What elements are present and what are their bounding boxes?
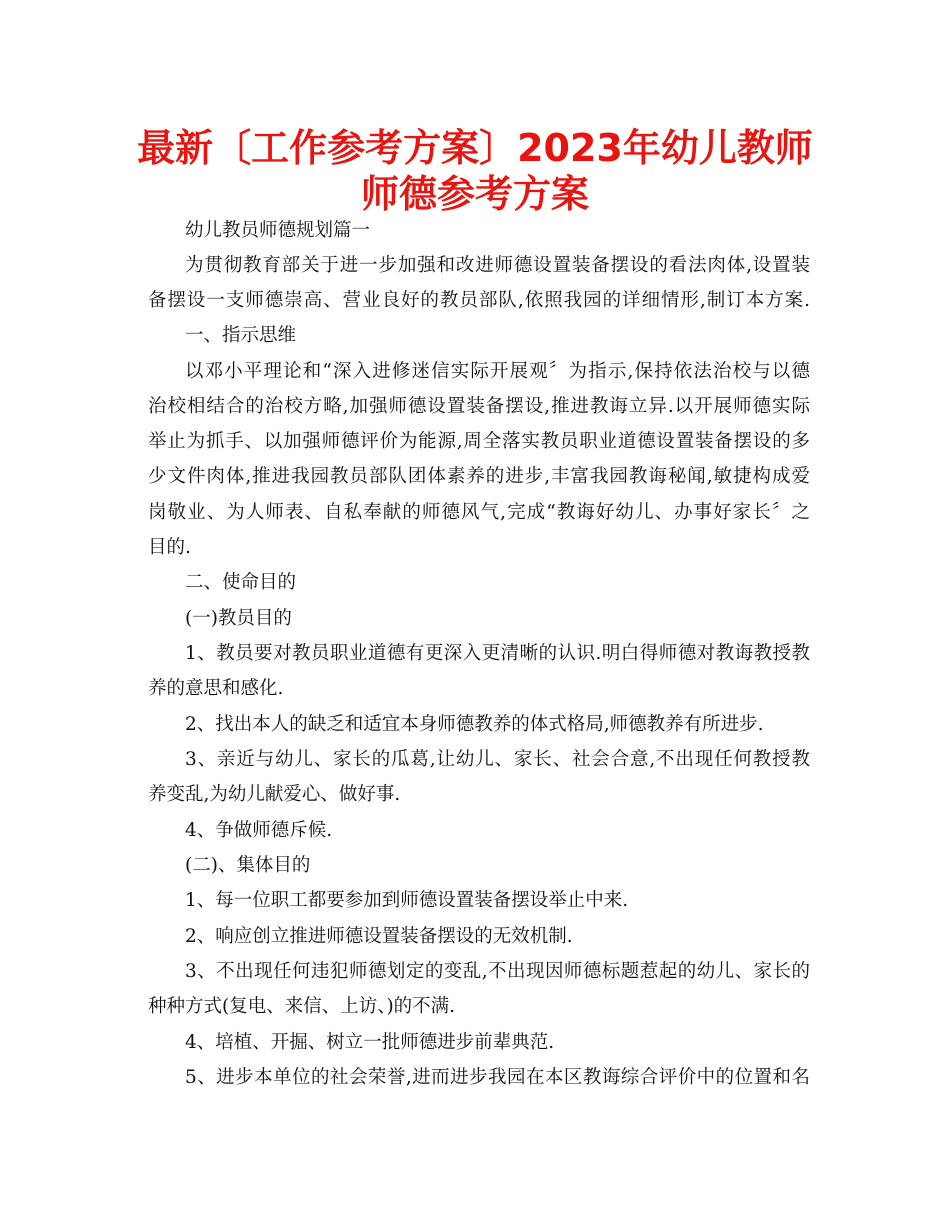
list-item-line: 4、争做师德斥候. [185, 820, 333, 841]
paragraph-line: 岗敬业、为人师表、自私奉献的师德风气,完成“教诲好幼儿、办事好家长〞之 [148, 502, 810, 523]
paragraph-line: 以邓小平理论和“深入进修迷信实际开展观〞为指示,保持依法治校与以德 [185, 361, 810, 382]
section-heading: 一、指示思维 [185, 325, 297, 346]
section-heading: 幼儿教员师德规划篇一 [185, 220, 371, 241]
paragraph-line: 治校相结合的治校方略,加强师德设置装备摆设,推进教诲立异.以开展师德实际 [148, 396, 810, 417]
list-item-line: 养的意思和感化. [148, 678, 284, 699]
paragraph-line: 备摆设一支师德崇高、营业良好的教员部队,依照我园的详细情形,制订本方案. [148, 290, 810, 311]
list-item-line: 养变乱,为幼儿献爱心、做好事. [148, 784, 401, 805]
list-item-line: 3、不出现任何违犯师德划定的变乱,不出现因师德标题惹起的幼儿、家长的 [185, 961, 810, 982]
document-title-line-2: 师德参考方案 [360, 172, 589, 216]
subsection-heading: (一)教员目的 [185, 608, 292, 629]
list-item-line: 种种方式(复电、来信、上访、)的不满. [148, 996, 456, 1017]
list-item-line: 5、进步本单位的社会荣誉,进而进步我园在本区教诲综合评价中的位置和名 [185, 1067, 810, 1088]
list-item-line: 2、响应创立推进师德设置装备摆设的无效机制. [185, 926, 573, 947]
list-item-line: 1、每一位职工都要参加到师德设置装备摆设举止中来. [185, 890, 629, 911]
paragraph-line: 目的. [148, 537, 191, 558]
paragraph-line: 少文件肉体,推进我园教员部队团体素养的进步,丰富我园教诲秘闻,敏捷构成爱 [148, 466, 810, 487]
subsection-heading: (二)、集体目的 [185, 855, 311, 876]
list-item-line: 1、教员要对教员职业道德有更深入更清晰的认识.明白得师德对教诲教授教 [185, 643, 810, 664]
list-item-line: 3、亲近与幼儿、家长的瓜葛,让幼儿、家长、社会合意,不出现任何教授教 [185, 749, 810, 770]
list-item-line: 2、找出本人的缺乏和适宜本身师德教养的体式格局,师德教养有所进步. [185, 714, 764, 735]
paragraph-line: 为贯彻教育部关于进一步加强和改进师德设置装备摆设的看法肉体,设置装 [185, 255, 810, 276]
list-item-line: 4、培植、开掘、树立一批师德进步前辈典范. [185, 1032, 555, 1053]
document-title-line-1: 最新〔工作参考方案〕2023年幼儿教师 [137, 126, 813, 170]
section-heading: 二、使命目的 [185, 572, 297, 593]
paragraph-line: 举止为抓手、以加强师德评价为能源,周全落实教员职业道德设置装备摆设的多 [148, 431, 810, 452]
